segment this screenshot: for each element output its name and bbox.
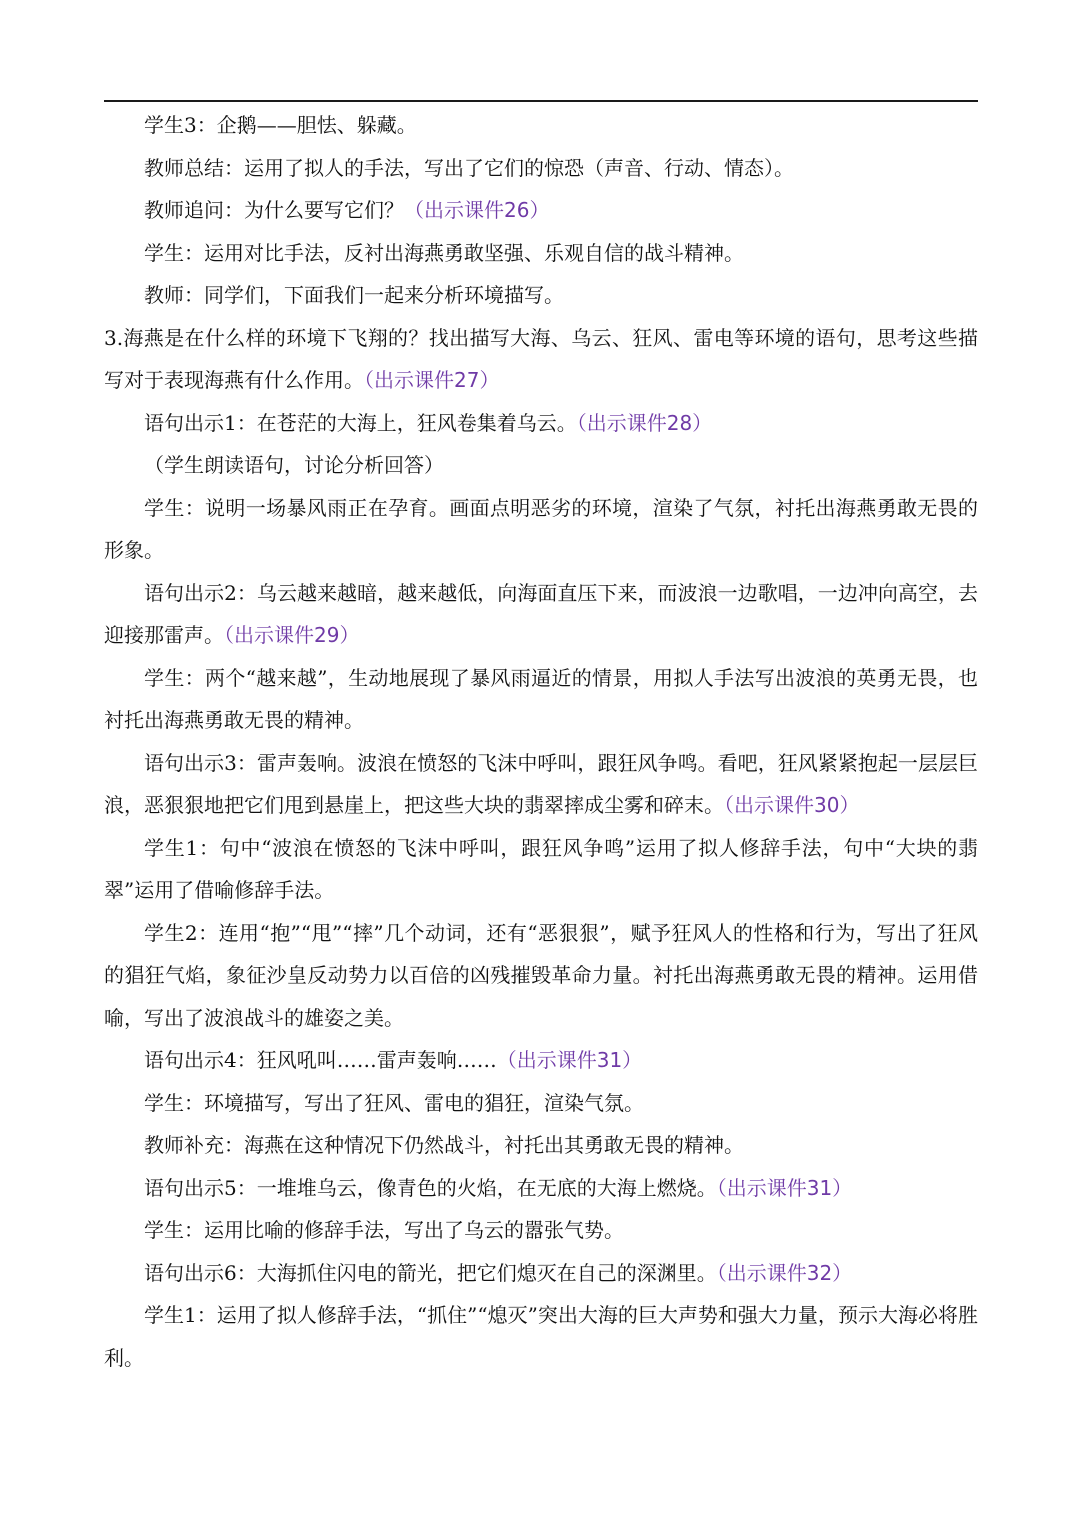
quoted-sentence: 乌云越来越暗，越来越低，向海面直压下来，而波浪一边歌唱，一边冲向高空，去迎接那雷声。 [104, 580, 979, 647]
paragraph-text: 学生1：运用了拟人修辞手法，“抓住”“熄灭”突出大海的巨大声势和强大力量，预示大海必将胜利。 [104, 1303, 978, 1370]
paragraph [104, 1294, 978, 1379]
document-body [104, 104, 978, 1379]
paragraph [104, 147, 978, 190]
courseware-reference: （出示课件28） [576, 410, 713, 435]
paragraph-text: 学生：说明一场暴风雨正在孕育。画面点明恶劣的环境，渲染了气氛，衬托出海燕勇敢无畏的形象。 [104, 495, 978, 562]
paragraph [104, 104, 978, 147]
paragraph-text: 语句出示3： [144, 750, 257, 775]
paragraph-text: 语句出示6： [144, 1260, 257, 1285]
paragraph [104, 274, 978, 317]
paragraph-text: 语句出示2： [144, 580, 257, 605]
courseware-reference: （出示课件32） [716, 1260, 853, 1285]
paragraph [104, 487, 978, 572]
paragraph [104, 232, 978, 275]
paragraph-text: 语句出示4： [144, 1048, 257, 1072]
quoted-sentence: 在苍茫的大海上，狂风卷集着乌云。 [256, 410, 577, 435]
paragraph-text: 学生1：句中“波浪在愤怒的飞沫中呼叫，跟狂风争鸣”运用了拟人修辞手法，句中“大块的翡翠”运用了借喻修辞手法。 [104, 835, 978, 902]
header-rule [104, 100, 978, 102]
paragraph [104, 1124, 978, 1167]
paragraph-text: （学生朗读语句，讨论分析回答） [144, 453, 444, 477]
quoted-sentence: 大海抓住闪电的箭光，把它们熄灭在自己的深渊里。 [256, 1260, 717, 1285]
paragraph [104, 827, 978, 912]
paragraph [104, 1167, 978, 1210]
paragraph-text: 语句出示1： [144, 410, 257, 435]
paragraph [104, 444, 978, 487]
quoted-sentence: 一堆堆乌云，像青色的火焰，在无底的大海上燃烧。 [256, 1175, 717, 1200]
paragraph-text: 学生3：企鹅——胆怯、躲藏。 [144, 113, 417, 137]
paragraph-text: 学生：运用对比手法，反衬出海燕勇敢坚强、乐观自信的战斗精神。 [144, 240, 744, 265]
courseware-reference: （出示课件29） [224, 623, 360, 647]
paragraph-text: 语句出示5： [144, 1175, 257, 1200]
paragraph-text: 学生：环境描写，写出了狂风、雷电的猖狂，渲染气氛。 [144, 1090, 644, 1115]
paragraph-text: 3.海燕是在什么样的环境下飞翔的？找出描写大海、乌云、狂风、雷电等环境的语句，思考这些描写对于表现海燕有什么作用。 [104, 325, 978, 392]
paragraph-text: 学生2：连用“抱”“甩”“摔”几个动词，还有“恶狠狠”，赋予狂风人的性格和行为，写出了狂风的猖狂气焰，象征沙皇反动势力以百倍的凶残摧毁革命力量。衬托出海燕勇敢无畏的精神。运用借喻，写出了波浪战斗的雄姿之美。 [104, 920, 978, 1030]
quoted-sentence: 狂风吼叫……雷声轰响…… [256, 1048, 497, 1072]
quoted-sentence: 雷声轰响。波浪在愤怒的飞沫中呼叫，跟狂风争鸣。看吧，狂风紧紧抱起一层层巨浪，恶狠狠地把它们甩到悬崖上，把这些大块的翡翠摔成尘雾和碎末。 [104, 750, 979, 817]
paragraph [104, 912, 978, 1040]
courseware-reference: （出示课件31） [716, 1175, 853, 1200]
courseware-reference: （出示课件26） [404, 198, 550, 222]
paragraph-text: 教师总结：运用了拟人的手法，写出了它们的惊恐（声音、行动、情态）。 [144, 155, 794, 180]
paragraph [104, 402, 978, 445]
paragraph [104, 1209, 978, 1252]
paragraph-text: 教师：同学们，下面我们一起来分析环境描写。 [144, 283, 564, 307]
paragraph [104, 1082, 978, 1125]
courseware-reference: （出示课件27） [364, 368, 500, 392]
paragraph-text: 学生：运用比喻的修辞手法，写出了乌云的嚣张气势。 [144, 1218, 624, 1242]
courseware-reference: （出示课件30） [724, 793, 860, 817]
paragraph [104, 657, 978, 742]
paragraph [104, 1252, 978, 1295]
courseware-reference: （出示课件31） [496, 1048, 643, 1072]
paragraph [104, 317, 978, 402]
paragraph [104, 1039, 978, 1082]
paragraph [104, 189, 978, 232]
paragraph [104, 572, 978, 657]
paragraph-text: 教师追问：为什么要写它们？ [144, 198, 404, 222]
paragraph-text: 教师补充：海燕在这种情况下仍然战斗，衬托出其勇敢无畏的精神。 [144, 1133, 744, 1157]
paragraph [104, 742, 978, 827]
paragraph-text: 学生：两个“越来越”，生动地展现了暴风雨逼近的情景，用拟人手法写出波浪的英勇无畏，也衬托出海燕勇敢无畏的精神。 [104, 665, 978, 732]
